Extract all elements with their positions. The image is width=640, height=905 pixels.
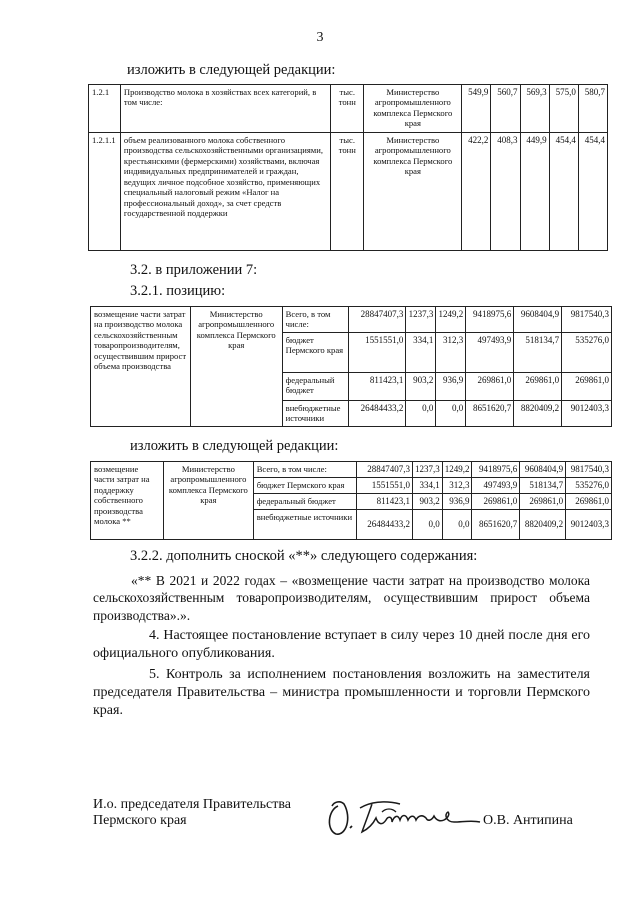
cell-value: 1249,2 <box>442 462 472 478</box>
cell-value: 8820409,2 <box>514 401 562 427</box>
section-3-2: 3.2. в приложении 7: <box>130 262 258 278</box>
table-position-new <box>90 461 612 540</box>
cell-value: 269861,0 <box>566 493 612 509</box>
paragraph-5 <box>93 666 590 720</box>
cell-value: 535276,0 <box>566 477 612 493</box>
cell-ministry: Министерство агропромышленного комплекса Пермского края <box>164 462 254 540</box>
cell-value: 312,3 <box>442 477 472 493</box>
cell-value: 580,7 <box>578 85 607 133</box>
cell-value: 454,4 <box>578 133 607 251</box>
signatory-name: О.В. Антипина <box>483 813 573 828</box>
cell-value: 9418975,6 <box>466 307 514 333</box>
cell-source: федеральный бюджет <box>282 373 348 401</box>
handwritten-signature-icon <box>322 792 490 844</box>
cell-source: федеральный бюджет <box>253 493 357 509</box>
cell-value: 903,2 <box>412 493 442 509</box>
cell-value: 9608404,9 <box>514 307 562 333</box>
cell-value: 575,0 <box>549 85 578 133</box>
cell-value: 936,9 <box>442 493 472 509</box>
cell-value: 334,1 <box>412 477 442 493</box>
cell-value: 811423,1 <box>357 493 413 509</box>
cell-source: внебюджетные источники <box>253 509 357 539</box>
section-3-2-2: 3.2.2. дополнить сноской «**» следующего содержания: <box>130 548 478 564</box>
cell-name: возмещение части затрат на производство молока сельскохозяйственным товаропроизводителям, осуществившим прирост объема производства <box>91 307 191 427</box>
paragraph-5-text: 5. Контроль за исполнением постановления возложить на заместителя председателя Правительства – министра промышленности и торговли Пермского края. <box>93 667 590 718</box>
cell-value: 1551551,0 <box>357 477 413 493</box>
cell-source: внебюджетные источники <box>282 401 348 427</box>
cell-code: 1.2.1.1 <box>89 133 121 251</box>
cell-value: 26484433,2 <box>348 401 406 427</box>
paragraph-4: 4. Настоящее постановление вступает в силу через 10 дней после дня его официального опубликования. <box>93 628 590 661</box>
cell-value: 28847407,3 <box>348 307 406 333</box>
cell-value: 408,3 <box>491 133 520 251</box>
cell-value: 535276,0 <box>562 333 612 373</box>
cell-value: 269861,0 <box>466 373 514 401</box>
cell-value: 518134,7 <box>514 333 562 373</box>
cell-value: 549,9 <box>462 85 491 133</box>
cell-ministry: Министерство агропромышленного комплекса Пермского края <box>364 85 462 133</box>
signatory-title <box>93 797 291 829</box>
cell-value: 334,1 <box>406 333 436 373</box>
cell-value: 0,0 <box>436 401 466 427</box>
cell-value: 9817540,3 <box>562 307 612 333</box>
cell-code: 1.2.1 <box>89 85 121 133</box>
cell-value: 1237,3 <box>412 462 442 478</box>
cell-value: 269861,0 <box>472 493 520 509</box>
heading-replace-1: изложить в следующей редакции: <box>127 62 336 78</box>
cell-unit: тыс. тонн <box>331 85 364 133</box>
cell-value: 9418975,6 <box>472 462 520 478</box>
table-row <box>91 462 612 478</box>
cell-value: 0,0 <box>442 509 472 539</box>
cell-name: возмещение части затрат на поддержку собственного производства молока ** <box>91 462 164 540</box>
cell-value: 1551551,0 <box>348 333 406 373</box>
section-3-2-1: 3.2.1. позицию: <box>130 283 226 299</box>
page-number: 3 <box>316 30 324 45</box>
cell-source: бюджет Пермского края <box>282 333 348 373</box>
table-indicators <box>88 84 608 251</box>
cell-value: 9012403,3 <box>566 509 612 539</box>
cell-value: 9012403,3 <box>562 401 612 427</box>
footnote-text: «** В 2021 и 2022 годах – «возмещение части затрат на производство молока сельскохозяйственным товаропроизводителям, осуществившим прирост объема производства».». <box>93 573 590 623</box>
table-row <box>89 133 608 251</box>
cell-value: 811423,1 <box>348 373 406 401</box>
cell-value: 269861,0 <box>514 373 562 401</box>
cell-name: объем реализованного молока собственного производства сельскохозяйственными организациями, крестьянскими (фермерскими) хозяйствами, включая индивидуальных предпринимателей и граждан, ведущих личное подсобное хозяйство, применяющих специальный налоговый режим «Налог на профессиональный доход», за счет средств государственной поддержки <box>120 133 330 251</box>
cell-value: 312,3 <box>436 333 466 373</box>
cell-value: 569,3 <box>520 85 549 133</box>
cell-value: 449,9 <box>520 133 549 251</box>
cell-value: 269861,0 <box>562 373 612 401</box>
cell-source: Всего, в том числе: <box>253 462 357 478</box>
cell-value: 903,2 <box>406 373 436 401</box>
signatory-title-line-2: Пермского края <box>93 813 187 829</box>
cell-source: бюджет Пермского края <box>253 477 357 493</box>
cell-value: 9817540,3 <box>566 462 612 478</box>
cell-value: 1249,2 <box>436 307 466 333</box>
cell-value: 0,0 <box>406 401 436 427</box>
cell-value: 9608404,9 <box>520 462 566 478</box>
cell-value: 0,0 <box>412 509 442 539</box>
cell-value: 28847407,3 <box>357 462 413 478</box>
cell-value: 422,2 <box>462 133 491 251</box>
cell-unit: тыс. тонн <box>331 133 364 251</box>
cell-value: 26484433,2 <box>357 509 413 539</box>
signatory-title-line-1: И.о. председателя Правительства <box>93 797 292 812</box>
table-position-old <box>90 306 612 427</box>
cell-ministry: Министерство агропромышленного комплекса Пермского края <box>190 307 282 427</box>
cell-value: 8820409,2 <box>520 509 566 539</box>
cell-value: 497493,9 <box>472 477 520 493</box>
cell-value: 497493,9 <box>466 333 514 373</box>
cell-value: 8651620,7 <box>472 509 520 539</box>
cell-value: 269861,0 <box>520 493 566 509</box>
table-row <box>91 307 612 333</box>
cell-name: Производство молока в хозяйствах всех категорий, в том числе: <box>120 85 330 133</box>
cell-value: 1237,3 <box>406 307 436 333</box>
cell-value: 518134,7 <box>520 477 566 493</box>
heading-replace-2: изложить в следующей редакции: <box>130 438 339 454</box>
cell-ministry: Министерство агропромышленного комплекса Пермского края <box>364 133 462 251</box>
cell-value: 936,9 <box>436 373 466 401</box>
table-row <box>89 85 608 133</box>
cell-value: 8651620,7 <box>466 401 514 427</box>
cell-value: 560,7 <box>491 85 520 133</box>
cell-value: 454,4 <box>549 133 578 251</box>
cell-source: Всего, в том числе: <box>282 307 348 333</box>
